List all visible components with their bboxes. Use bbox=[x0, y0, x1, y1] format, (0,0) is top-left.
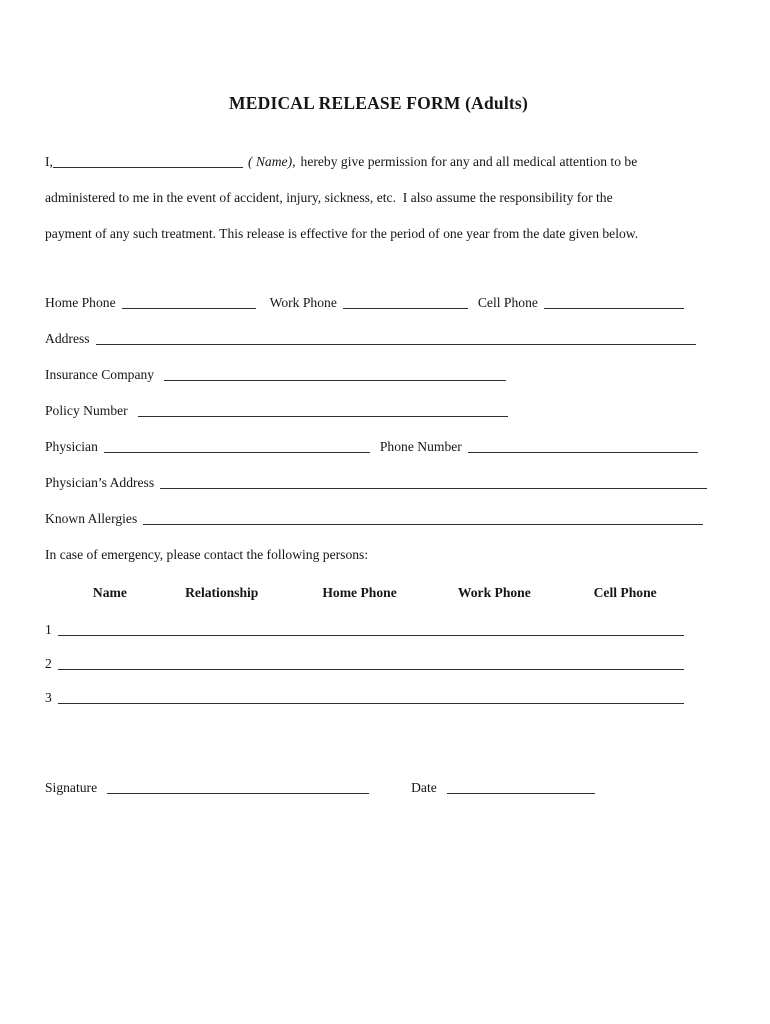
column-header-name: Name bbox=[92, 585, 127, 600]
physicians-address-row bbox=[45, 465, 712, 501]
address-row bbox=[45, 321, 712, 357]
signature-label: Signature bbox=[45, 780, 98, 795]
cell-phone-label: Cell Phone bbox=[477, 295, 538, 310]
physicians-address-label: Physician’s Address bbox=[45, 475, 155, 490]
known-allergies-row bbox=[45, 501, 712, 537]
home-phone-label: Home Phone bbox=[45, 295, 116, 310]
emergency-contact-row-2 bbox=[45, 647, 712, 681]
insurance-company-blank[interactable] bbox=[164, 379, 506, 381]
phone-number-blank[interactable] bbox=[468, 451, 698, 453]
name-blank[interactable] bbox=[53, 166, 243, 168]
known-allergies-label: Known Allergies bbox=[45, 511, 138, 526]
intro-prefix: I, bbox=[45, 154, 53, 169]
policy-number-blank[interactable] bbox=[138, 415, 508, 417]
home-phone-blank[interactable] bbox=[122, 307, 256, 309]
intro-line-3: payment of any such treatment. This release is effective for the period of one year from the date given below. bbox=[45, 226, 639, 241]
work-phone-label: Work Phone bbox=[269, 295, 337, 310]
emergency-intro: In case of emergency, please contact the following persons: bbox=[45, 547, 369, 562]
emergency-contact-row-1 bbox=[45, 613, 712, 647]
insurance-company-row bbox=[45, 357, 712, 393]
intro-line-1 bbox=[45, 144, 712, 180]
row-number-1: 1 bbox=[45, 622, 52, 637]
work-phone-blank[interactable] bbox=[343, 307, 468, 309]
signature-row bbox=[45, 770, 712, 806]
date-blank[interactable] bbox=[447, 792, 595, 794]
intro-paragraph bbox=[45, 144, 712, 252]
signature-blank[interactable] bbox=[107, 792, 369, 794]
physicians-address-blank[interactable] bbox=[160, 487, 707, 489]
physician-blank[interactable] bbox=[104, 451, 370, 453]
emergency-contact-blank-3[interactable] bbox=[58, 702, 684, 704]
insurance-company-label: Insurance Company bbox=[45, 367, 155, 382]
physician-label: Physician bbox=[45, 439, 98, 454]
phone-fields-row bbox=[45, 285, 712, 321]
date-label: Date bbox=[411, 780, 437, 795]
phone-number-label: Phone Number bbox=[379, 439, 462, 454]
physician-row bbox=[45, 429, 712, 465]
form-title: MEDICAL RELEASE FORM (Adults) bbox=[229, 93, 528, 113]
column-header-home-phone: Home Phone bbox=[322, 585, 397, 600]
intro-line-1-rest: hereby give permission for any and all medical attention to be bbox=[300, 154, 638, 169]
cell-phone-blank[interactable] bbox=[544, 307, 684, 309]
emergency-contact-blank-1[interactable] bbox=[58, 634, 684, 636]
intro-line-2: administered to me in the event of accident, injury, sickness, etc. I also assume the responsibility for the bbox=[45, 190, 613, 205]
emergency-contacts-header bbox=[45, 573, 712, 613]
policy-number-row bbox=[45, 393, 712, 429]
column-header-relationship: Relationship bbox=[185, 585, 259, 600]
emergency-contact-blank-2[interactable] bbox=[58, 668, 684, 670]
row-number-3: 3 bbox=[45, 690, 52, 705]
column-header-cell-phone: Cell Phone bbox=[593, 585, 657, 600]
row-number-2: 2 bbox=[45, 656, 52, 671]
address-label: Address bbox=[45, 331, 90, 346]
name-hint: ( Name), bbox=[247, 154, 296, 169]
column-header-work-phone: Work Phone bbox=[457, 585, 531, 600]
emergency-contact-row-3 bbox=[45, 681, 712, 715]
known-allergies-blank[interactable] bbox=[143, 523, 703, 525]
address-blank[interactable] bbox=[96, 343, 696, 345]
policy-number-label: Policy Number bbox=[45, 403, 128, 418]
